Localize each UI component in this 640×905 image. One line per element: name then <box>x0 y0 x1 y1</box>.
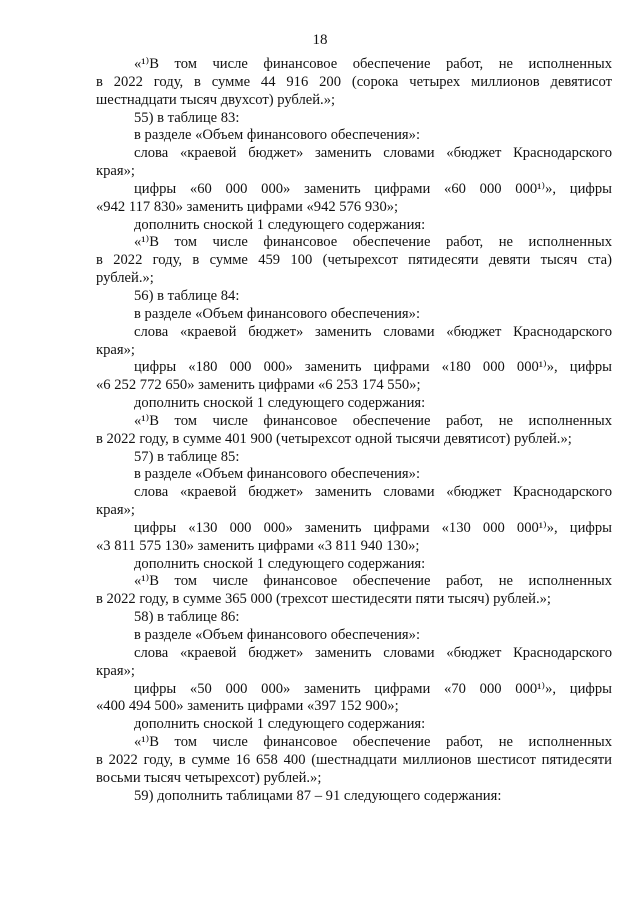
text-line: дополнить сноской 1 следующего содержания: <box>134 716 426 733</box>
text-line: 57) в таблице 85: <box>134 448 240 465</box>
text-line: 56) в таблице 84: <box>134 287 240 304</box>
text-line: «¹⁾В том числе финансовое обеспечение работ, не исполненных <box>134 412 612 429</box>
text-line: цифры «130 000 000» заменить цифрами «130 000 000¹⁾», цифры <box>134 519 612 536</box>
text-line: в разделе «Объем финансового обеспечения»: <box>134 627 420 643</box>
text-line: «400 494 500» заменить цифрами «397 152 900»; <box>96 698 399 715</box>
text-line: восьми тысяч четырехсот) рублей.»; <box>96 769 322 786</box>
text-line: в 2022 году, в сумме 459 100 (четырехсот пятидесяти девяти тысяч ста) <box>96 252 612 269</box>
text-line: края»; <box>96 163 135 180</box>
text-line: дополнить сноской 1 следующего содержания: <box>134 395 426 412</box>
text-line: «942 117 830» заменить цифрами «942 576 930»; <box>96 198 399 215</box>
text-line: цифры «60 000 000» заменить цифрами «60 000 000¹⁾», цифры <box>134 180 612 197</box>
text-line: рублей.»; <box>96 270 154 287</box>
text-line: в 2022 году, в сумме 44 916 200 (сорока четырех миллионов девятисот <box>96 73 612 90</box>
text-line: «3 811 575 130» заменить цифрами «3 811 940 130»; <box>96 537 420 554</box>
text-line: в 2022 году, в сумме 16 658 400 (шестнадцати миллионов шестисот пятидесяти <box>96 751 612 768</box>
text-line: в 2022 году, в сумме 365 000 (трехсот шестидесяти пяти тысяч) рублей.»; <box>96 591 551 608</box>
text-line: слова «краевой бюджет» заменить словами «бюджет Краснодарского <box>134 323 612 340</box>
text-line: в разделе «Объем финансового обеспечения»: <box>134 305 420 322</box>
text-line: дополнить сноской 1 следующего содержания: <box>134 555 426 572</box>
text-line: слова «краевой бюджет» заменить словами «бюджет Краснодарского <box>134 644 612 661</box>
text-line: «¹⁾В том числе финансовое обеспечение работ, не исполненных <box>134 573 612 590</box>
text-line: в разделе «Объем финансового обеспечения»: <box>134 466 420 483</box>
text-line: слова «краевой бюджет» заменить словами «бюджет Краснодарского <box>134 484 612 501</box>
text-line: слова «краевой бюджет» заменить словами «бюджет Краснодарского <box>134 145 612 162</box>
text-line: в разделе «Объем финансового обеспечения»: <box>134 127 420 144</box>
document-body <box>96 56 612 805</box>
text-line: цифры «180 000 000» заменить цифрами «180 000 000¹⁾», цифры <box>134 359 612 376</box>
text-line: дополнить сноской 1 следующего содержания: <box>134 216 426 233</box>
text-line: «¹⁾В том числе финансовое обеспечение работ, не исполненных <box>134 56 612 72</box>
text-line: 55) в таблице 83: <box>134 109 240 126</box>
text-line: цифры «50 000 000» заменить цифрами «70 000 000¹⁾», цифры <box>134 680 612 697</box>
text-line: края»; <box>96 502 135 519</box>
text-line: 59) дополнить таблицами 87 – 91 следующего содержания: <box>134 787 502 804</box>
page-number: 18 <box>312 32 328 48</box>
text-line: края»; <box>96 341 135 358</box>
text-line: 58) в таблице 86: <box>134 609 240 626</box>
text-line: в 2022 году, в сумме 401 900 (четырехсот одной тысячи девятисот) рублей.»; <box>96 430 572 447</box>
text-line: шестнадцати тысяч двухсот) рублей.»; <box>96 91 336 108</box>
text-line: «¹⁾В том числе финансовое обеспечение работ, не исполненных <box>134 234 612 251</box>
text-line: «¹⁾В том числе финансовое обеспечение работ, не исполненных <box>134 734 612 751</box>
text-line: «6 252 772 650» заменить цифрами «6 253 174 550»; <box>96 377 421 394</box>
text-line: края»; <box>96 662 135 679</box>
